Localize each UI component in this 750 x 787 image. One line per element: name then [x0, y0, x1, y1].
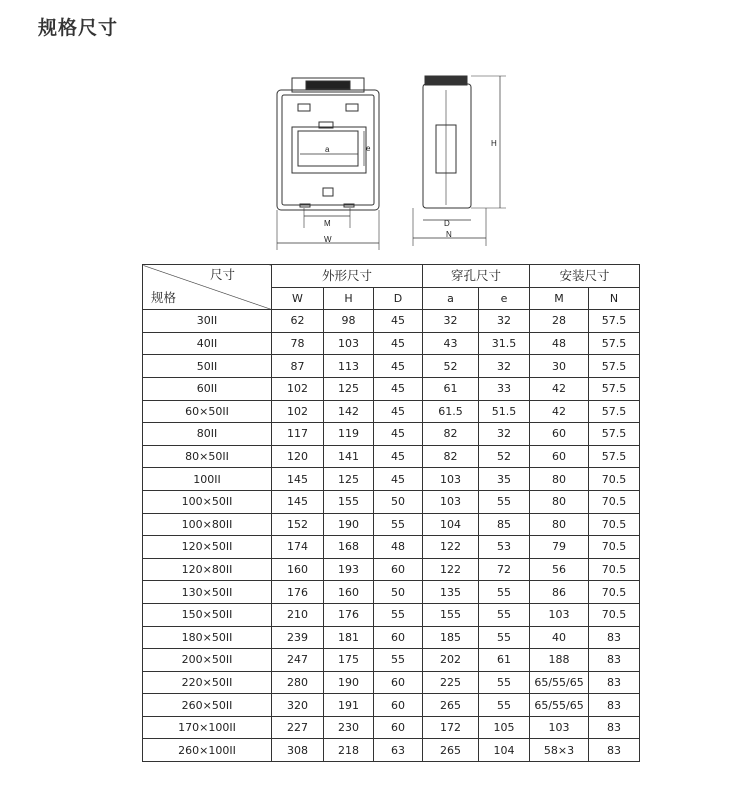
- value-cell: 103: [530, 603, 589, 626]
- value-cell: 83: [589, 694, 640, 717]
- label-e: e: [366, 144, 371, 153]
- value-cell: 60: [374, 694, 423, 717]
- value-cell: 57.5: [589, 355, 640, 378]
- value-cell: 72: [479, 558, 530, 581]
- table-body: [143, 310, 640, 762]
- model-cell: 50II: [143, 355, 272, 378]
- value-cell: 55: [374, 603, 423, 626]
- value-cell: 103: [530, 716, 589, 739]
- value-cell: 70.5: [589, 603, 640, 626]
- value-cell: 83: [589, 649, 640, 672]
- table-row: [143, 400, 640, 423]
- value-cell: 48: [374, 536, 423, 559]
- corner-label-model: 规格: [151, 290, 177, 306]
- table-row: [143, 694, 640, 717]
- value-cell: 80: [530, 513, 589, 536]
- value-cell: 85: [479, 513, 530, 536]
- value-cell: 32: [479, 355, 530, 378]
- model-cell: 120×80II: [143, 558, 272, 581]
- value-cell: 227: [272, 716, 324, 739]
- model-cell: 60II: [143, 377, 272, 400]
- value-cell: 45: [374, 445, 423, 468]
- model-cell: 220×50II: [143, 671, 272, 694]
- page-title: 规格尺寸: [38, 17, 119, 39]
- table-row: [143, 468, 640, 491]
- value-cell: 63: [374, 739, 423, 762]
- value-cell: 60: [530, 423, 589, 446]
- value-cell: 55: [479, 694, 530, 717]
- value-cell: 202: [423, 649, 479, 672]
- value-cell: 103: [324, 332, 374, 355]
- value-cell: 83: [589, 671, 640, 694]
- model-cell: 260×50II: [143, 694, 272, 717]
- table-row: [143, 490, 640, 513]
- value-cell: 125: [324, 377, 374, 400]
- value-cell: 57.5: [589, 400, 640, 423]
- value-cell: 55: [374, 649, 423, 672]
- value-cell: 265: [423, 694, 479, 717]
- value-cell: 32: [423, 310, 479, 333]
- model-cell: 100×50II: [143, 490, 272, 513]
- value-cell: 230: [324, 716, 374, 739]
- value-cell: 172: [423, 716, 479, 739]
- value-cell: 175: [324, 649, 374, 672]
- table-row: [143, 536, 640, 559]
- value-cell: 155: [324, 490, 374, 513]
- value-cell: 55: [479, 671, 530, 694]
- value-cell: 152: [272, 513, 324, 536]
- value-cell: 308: [272, 739, 324, 762]
- value-cell: 265: [423, 739, 479, 762]
- value-cell: 33: [479, 377, 530, 400]
- value-cell: 62: [272, 310, 324, 333]
- label-a: a: [325, 145, 330, 154]
- model-cell: 60×50II: [143, 400, 272, 423]
- value-cell: 103: [423, 490, 479, 513]
- value-cell: 105: [479, 716, 530, 739]
- value-cell: 45: [374, 400, 423, 423]
- value-cell: 103: [423, 468, 479, 491]
- value-cell: 55: [479, 490, 530, 513]
- value-cell: 61: [423, 377, 479, 400]
- value-cell: 30: [530, 355, 589, 378]
- value-cell: 181: [324, 626, 374, 649]
- value-cell: 52: [479, 445, 530, 468]
- side-body: [423, 84, 471, 208]
- value-cell: 60: [374, 558, 423, 581]
- value-cell: 45: [374, 332, 423, 355]
- value-cell: 120: [272, 445, 324, 468]
- value-cell: 239: [272, 626, 324, 649]
- model-cell: 260×100II: [143, 739, 272, 762]
- value-cell: 28: [530, 310, 589, 333]
- value-cell: 142: [324, 400, 374, 423]
- value-cell: 160: [324, 581, 374, 604]
- value-cell: 45: [374, 468, 423, 491]
- group-header-mount: 安装尺寸: [530, 265, 640, 288]
- value-cell: 86: [530, 581, 589, 604]
- table-row: [143, 332, 640, 355]
- model-cell: 100×80II: [143, 513, 272, 536]
- group-header-hole: 穿孔尺寸: [423, 265, 530, 288]
- model-cell: 30II: [143, 310, 272, 333]
- value-cell: 79: [530, 536, 589, 559]
- value-cell: 60: [530, 445, 589, 468]
- value-cell: 35: [479, 468, 530, 491]
- value-cell: 168: [324, 536, 374, 559]
- label-N: N: [446, 230, 452, 239]
- table-row: [143, 671, 640, 694]
- value-cell: 190: [324, 513, 374, 536]
- value-cell: 58×3: [530, 739, 589, 762]
- value-cell: 193: [324, 558, 374, 581]
- table-row: [143, 626, 640, 649]
- value-cell: 50: [374, 581, 423, 604]
- column-header: W: [272, 287, 324, 310]
- value-cell: 50: [374, 490, 423, 513]
- table-row: [143, 558, 640, 581]
- value-cell: 32: [479, 423, 530, 446]
- model-cell: 120×50II: [143, 536, 272, 559]
- group-header-outer: 外形尺寸: [272, 265, 423, 288]
- value-cell: 40: [530, 626, 589, 649]
- value-cell: 57.5: [589, 445, 640, 468]
- value-cell: 52: [423, 355, 479, 378]
- value-cell: 61: [479, 649, 530, 672]
- column-header: D: [374, 287, 423, 310]
- value-cell: 102: [272, 377, 324, 400]
- value-cell: 188: [530, 649, 589, 672]
- value-cell: 320: [272, 694, 324, 717]
- value-cell: 83: [589, 626, 640, 649]
- value-cell: 55: [479, 581, 530, 604]
- value-cell: 78: [272, 332, 324, 355]
- value-cell: 57.5: [589, 423, 640, 446]
- value-cell: 65/55/65: [530, 694, 589, 717]
- value-cell: 191: [324, 694, 374, 717]
- table-row: [143, 603, 640, 626]
- table-row: [143, 649, 640, 672]
- table-row: [143, 581, 640, 604]
- label-M-front: M: [324, 219, 331, 228]
- value-cell: 83: [589, 739, 640, 762]
- value-cell: 57.5: [589, 377, 640, 400]
- column-header: M: [530, 287, 589, 310]
- value-cell: 43: [423, 332, 479, 355]
- value-cell: 51.5: [479, 400, 530, 423]
- table-row: [143, 513, 640, 536]
- value-cell: 87: [272, 355, 324, 378]
- value-cell: 42: [530, 377, 589, 400]
- value-cell: 60: [374, 716, 423, 739]
- value-cell: 104: [423, 513, 479, 536]
- value-cell: 125: [324, 468, 374, 491]
- value-cell: 32: [479, 310, 530, 333]
- dimension-drawing: [270, 70, 520, 255]
- value-cell: 57.5: [589, 310, 640, 333]
- model-cell: 100II: [143, 468, 272, 491]
- model-cell: 170×100II: [143, 716, 272, 739]
- value-cell: 45: [374, 377, 423, 400]
- value-cell: 83: [589, 716, 640, 739]
- value-cell: 31.5: [479, 332, 530, 355]
- value-cell: 119: [324, 423, 374, 446]
- value-cell: 155: [423, 603, 479, 626]
- value-cell: 80: [530, 490, 589, 513]
- value-cell: 160: [272, 558, 324, 581]
- column-header: H: [324, 287, 374, 310]
- value-cell: 102: [272, 400, 324, 423]
- label-H: H: [491, 139, 497, 148]
- model-cell: 40II: [143, 332, 272, 355]
- value-cell: 185: [423, 626, 479, 649]
- value-cell: 225: [423, 671, 479, 694]
- value-cell: 70.5: [589, 558, 640, 581]
- value-cell: 218: [324, 739, 374, 762]
- terminal-p1: [323, 188, 333, 196]
- value-cell: 60: [374, 671, 423, 694]
- value-cell: 55: [479, 626, 530, 649]
- value-cell: 70.5: [589, 468, 640, 491]
- value-cell: 190: [324, 671, 374, 694]
- value-cell: 55: [374, 513, 423, 536]
- model-cell: 200×50II: [143, 649, 272, 672]
- terminal-s2: [346, 104, 358, 111]
- value-cell: 61.5: [423, 400, 479, 423]
- value-cell: 174: [272, 536, 324, 559]
- value-cell: 53: [479, 536, 530, 559]
- value-cell: 104: [479, 739, 530, 762]
- value-cell: 45: [374, 423, 423, 446]
- value-cell: 80: [530, 468, 589, 491]
- value-cell: 145: [272, 468, 324, 491]
- table-row: [143, 377, 640, 400]
- table-row: [143, 423, 640, 446]
- table-row: [143, 355, 640, 378]
- table-row: [143, 739, 640, 762]
- value-cell: 48: [530, 332, 589, 355]
- value-cell: 145: [272, 490, 324, 513]
- value-cell: 122: [423, 536, 479, 559]
- side-view: [413, 76, 506, 246]
- label-W: W: [324, 235, 332, 244]
- value-cell: 176: [324, 603, 374, 626]
- model-cell: 80II: [143, 423, 272, 446]
- value-cell: 247: [272, 649, 324, 672]
- model-cell: 80×50II: [143, 445, 272, 468]
- value-cell: 57.5: [589, 332, 640, 355]
- value-cell: 280: [272, 671, 324, 694]
- corner-header: [143, 265, 272, 310]
- model-cell: 150×50II: [143, 603, 272, 626]
- column-header: e: [479, 287, 530, 310]
- corner-label-size: 尺寸: [209, 267, 235, 282]
- value-cell: 82: [423, 423, 479, 446]
- model-cell: 180×50II: [143, 626, 272, 649]
- terminal-s1: [298, 104, 310, 111]
- value-cell: 70.5: [589, 536, 640, 559]
- value-cell: 45: [374, 310, 423, 333]
- column-header: a: [423, 287, 479, 310]
- column-header: N: [589, 287, 640, 310]
- table-row: [143, 716, 640, 739]
- value-cell: 55: [479, 603, 530, 626]
- label-D: D: [444, 219, 450, 228]
- value-cell: 141: [324, 445, 374, 468]
- value-cell: 65/55/65: [530, 671, 589, 694]
- value-cell: 82: [423, 445, 479, 468]
- value-cell: 210: [272, 603, 324, 626]
- value-cell: 60: [374, 626, 423, 649]
- table-row: [143, 310, 640, 333]
- value-cell: 42: [530, 400, 589, 423]
- value-cell: 45: [374, 355, 423, 378]
- value-cell: 176: [272, 581, 324, 604]
- value-cell: 98: [324, 310, 374, 333]
- table-row: [143, 445, 640, 468]
- value-cell: 117: [272, 423, 324, 446]
- value-cell: 122: [423, 558, 479, 581]
- value-cell: 56: [530, 558, 589, 581]
- value-cell: 135: [423, 581, 479, 604]
- value-cell: 70.5: [589, 513, 640, 536]
- spec-table: [142, 264, 640, 762]
- model-cell: 130×50II: [143, 581, 272, 604]
- value-cell: 70.5: [589, 490, 640, 513]
- value-cell: 113: [324, 355, 374, 378]
- value-cell: 70.5: [589, 581, 640, 604]
